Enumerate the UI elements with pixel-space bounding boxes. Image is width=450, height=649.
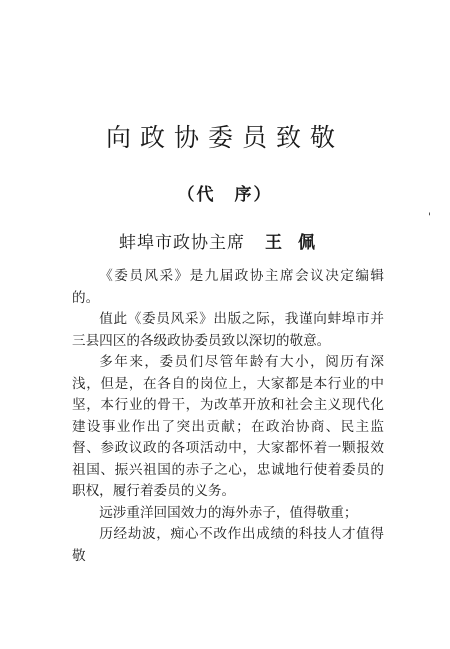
author-org: 蚌埠市政协主席 [119,233,245,253]
paragraph: 历经劫波，痴心不改作出成绩的科技人才值得敬 [72,526,384,564]
ink-speck: ' [428,212,431,223]
paragraph: 《委员风采》是九届政协主席会议决定编辑的。 [72,268,384,306]
author-name: 王佩 [265,233,331,253]
subtitle: （代 序） [177,185,273,205]
page-title: 向政协委员致敬 [105,123,344,152]
body-text [72,266,384,567]
paragraph: 值此《委员风采》出版之际，我谨向蚌埠市并三县四区的各级政协委员致以深切的敬意。 [72,311,384,349]
author-line [0,228,450,253]
paragraph: 远涉重洋回国效力的海外赤子，值得敬重； [99,504,358,521]
paragraph: 多年来，委员们尽管年龄有大小，阅历有深浅，但是，在各自的岗位上，大家都是本行业的中坚，本行业的骨干，为改革开放和社会主义现代化建设事业作出了突出贡献；在政治协商、民主监督、参政议政的各项活动中，大家都怀着一颗报效祖国、振兴祖国的赤子之心，忠诚地行使着委员的职权，履行着委员的义务。 [72,354,384,499]
